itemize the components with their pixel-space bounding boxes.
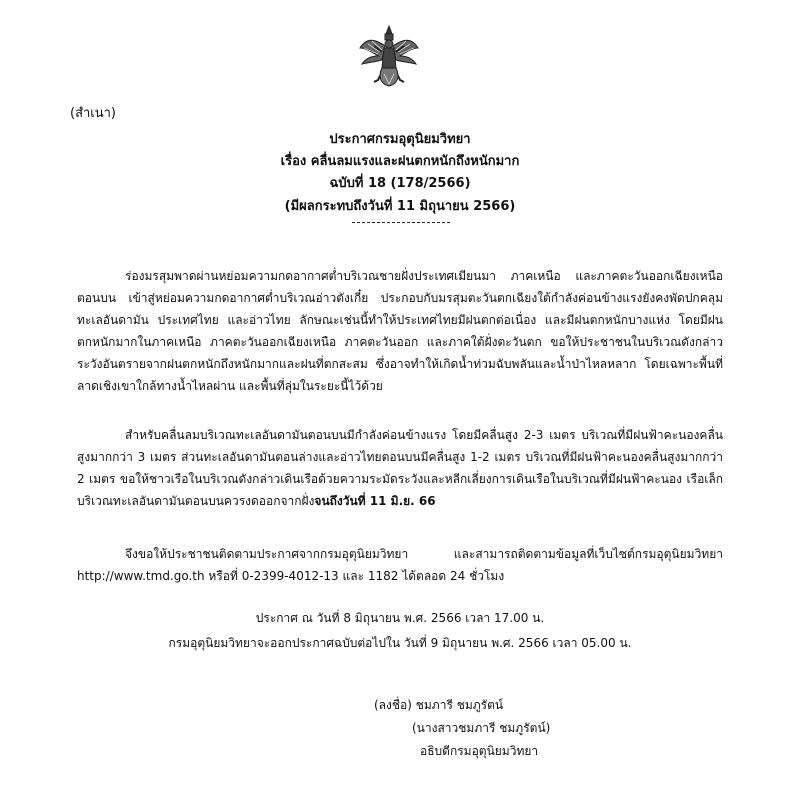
signatory-full-name: (นางสาวชมภารี ชมภูรัตน์): [412, 721, 551, 735]
copy-mark: (สำเนา): [70, 106, 117, 121]
announcement-issuer: ประกาศกรมอุตุนิยมวิทยา: [329, 132, 471, 147]
signatory-position: อธิบดีกรมอุตุนิยมวิทยา: [420, 744, 539, 758]
next-issue-datetime: กรมอุตุนิยมวิทยาจะออกประกาศฉบับต่อไปใน วันที่ 9 มิถุนายน พ.ศ. 2566 เวลา 05.00 น.: [168, 636, 632, 650]
paragraph-weather-situation: ร่องมรสุมพาดผ่านหย่อมความกดอากาศต่ำบริเวณชายฝั่งประเทศเมียนมา ภาคเหนือ และภาคตะวันออกเฉียงเหนือตอนบน เข้าสู่หย่อมความกดอากาศต่ำบริเวณอ่าวตังเกี๋ย ประกอบกับมรสุมตะวันตกเฉียงใต้กำลังค่อนข้างแรงยังคงพัดปกคลุมทะเลอันดามัน ประเทศไทย และอ่าวไทย ลักษณะเช่นนี้ทำให้ประเทศไทยมีฝนตกต่อเนื่อง และมีฝนตกหนักบางแห่ง โดยมีฝนตกหนักมากในภาคเหนือ ภาคตะวันออกเฉียงเหนือ ภาคตะวันออก และภาคใต้ฝั่งตะวันตก ขอให้ประชาชนในบริเวณดังกล่าวระวังอันตรายจากฝนตกหนักถึงหนักมากและฝนที่ตกสะสม ซึ่งอาจทำให้เกิดน้ำท่วมฉับพลันและน้ำป่าไหลหลาก โดยเฉพาะพื้นที่ลาดเชิงเขาใกล้ทางน้ำไหลผ่าน และพื้นที่ลุ่มในระยะนี้ไว้ด้วย: [77, 269, 723, 393]
issued-datetime: ประกาศ ณ วันที่ 8 มิถุนายน พ.ศ. 2566 เวลา 17.00 น.: [255, 611, 545, 625]
paragraph-sea-text: สำหรับคลื่นลมบริเวณทะเลอันดามันตอนบนมีกำลังค่อนข้างแรง โดยมีคลื่นสูง 2-3 เมตร บริเวณที่มีฝนฟ้าคะนองคลื่นสูงมากกว่า 3 เมตร ส่วนทะเลอันดามันตอนล่างและอ่าวไทยตอนบนมีคลื่นสูง 1-2 เมตร บริเวณที่มีฝนฟ้าคะนองคลื่นสูงมากกว่า 2 เมตร ขอให้ชาวเรือในบริเวณดังกล่าวเดินเรือด้วยความระมัดระวังและหลีกเลี่ยงการเดินเรือในบริเวณที่มีฝนฟ้าคะนอง เรือเล็กบริเวณทะเลอันดามันตอนบนควรงดออกจากฝั่ง: [77, 428, 723, 508]
signature-line: (ลงชื่อ) ชมภารี ชมภูรัตน์: [374, 698, 504, 712]
paragraph-sea-conditions: [77, 424, 723, 512]
paragraph-follow-updates: จึงขอให้ประชาชนติดตามประกาศจากกรมอุตุนิยมวิทยา และสามารถติดตามข้อมูลที่เว็บไซต์กรมอุตุนิยมวิทยา http://www.tmd.go.th หรือที่ 0-2399-4012-13 และ 1182 ได้ตลอด 24 ชั่วโมง: [77, 547, 723, 583]
header-separator: [352, 222, 450, 223]
announcement-subject: เรื่อง คลื่นลมแรงและฝนตกหนักถึงหนักมาก: [280, 154, 520, 169]
effective-until: (มีผลกระทบถึงวันที่ 11 มิถุนายน 2566): [284, 199, 516, 214]
garuda-emblem-icon: [358, 24, 420, 88]
paragraph-sea-emphasis: จนถึงวันที่ 11 มิ.ย. 66: [314, 494, 436, 508]
issue-number: ฉบับที่ 18 (178/2566): [329, 176, 471, 191]
